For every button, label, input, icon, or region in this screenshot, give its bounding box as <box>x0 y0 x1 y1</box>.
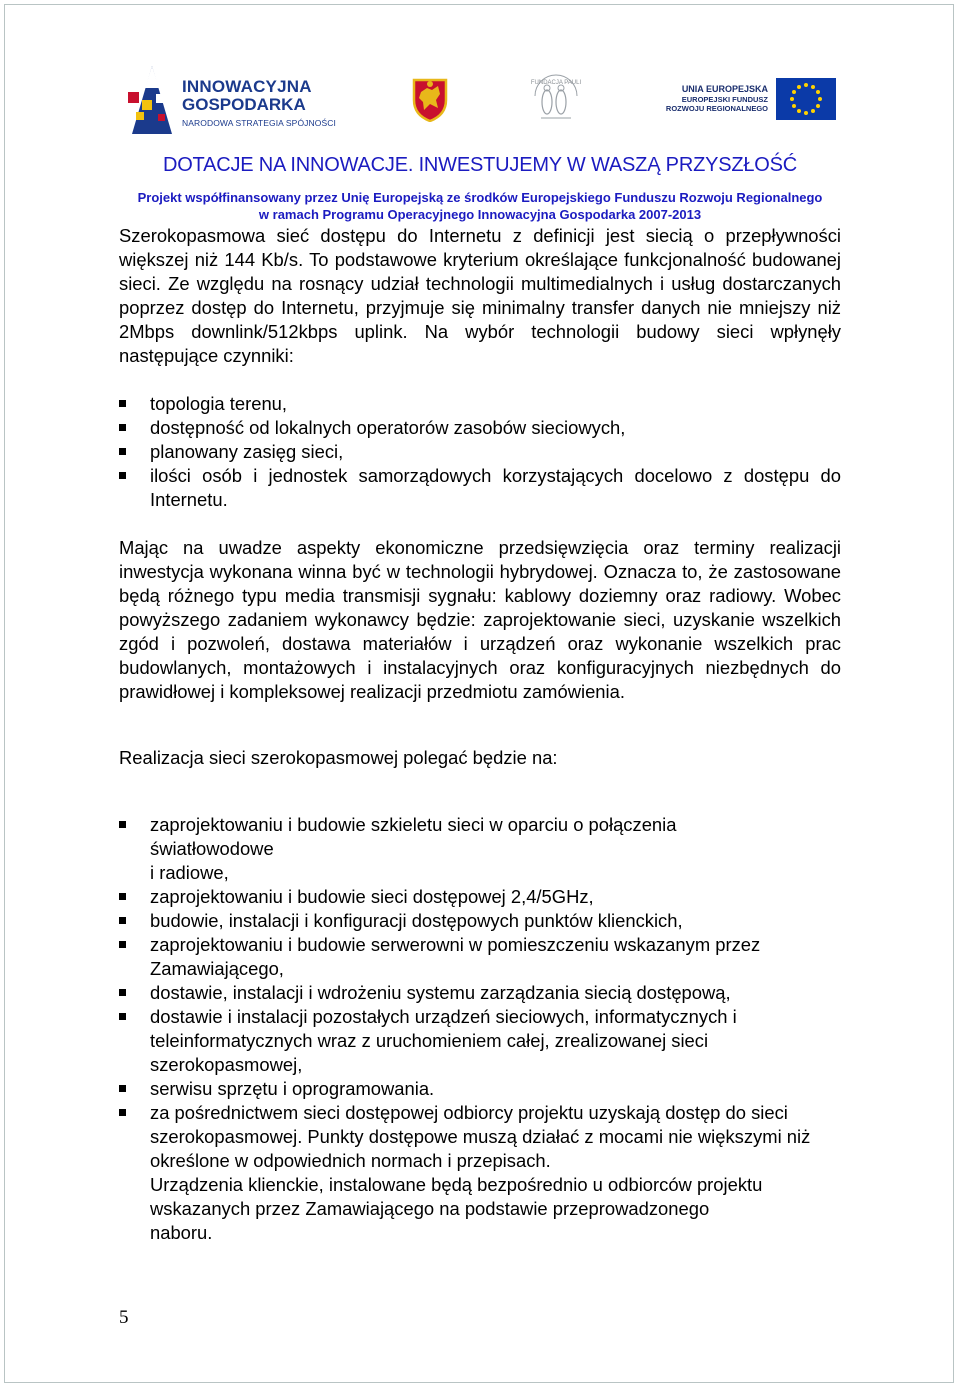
factors-list <box>119 392 841 512</box>
eu-logo <box>658 78 838 126</box>
innowacyjna-gospodarka-flag-icon <box>124 64 180 136</box>
eu-flag-icon <box>776 78 836 120</box>
scope-list <box>119 813 841 1245</box>
logo-ig-line3: NARODOWA STRATEGIA SPÓJNOŚCI <box>182 118 336 128</box>
list-item: zaprojektowaniu i budowie sieci dostępowej 2,4/5GHz, <box>119 885 841 909</box>
list-item: dostawie i instalacji pozostałych urządzeń sieciowych, informatycznych i teleinformatycznych wraz z uruchomieniem całej, zrealizowanej sieci szerokopasmowej, <box>119 1005 841 1077</box>
foundation-emblem-icon <box>527 74 585 122</box>
paragraph-realization: Realizacja sieci szerokopasmowej polegać będzie na: <box>119 747 558 769</box>
list-item: dostawie, instalacji i wdrożeniu systemu zarządzania siecią dostępową, <box>119 981 841 1005</box>
list-item-continuation: i radiowe, <box>150 861 229 883</box>
list-item: serwisu sprzętu i oprogramowania. <box>119 1077 841 1101</box>
municipal-crest-logo <box>412 78 448 127</box>
list-item-text: za pośrednictwem sieci dostępowej odbiorcy projektu uzyskają dostęp do sieci szerokopasmowej. Punkty dostępowe muszą działać z mocami nie większymi niż określone w odpowiednich normach i przepisach. <box>150 1101 811 1171</box>
crest-icon <box>412 78 448 122</box>
logo-bar <box>0 60 960 140</box>
logo-ig-line2: GOSPODARKA <box>182 95 306 114</box>
list-item-continuation: Urządzenia klienckie, instalowane będą bezpośrednio u odbiorców projektu wskazanych przez Zamawiającego na podstawie przeprowadzonego naboru. <box>150 1173 763 1243</box>
list-item: dostępność od lokalnych operatorów zasobów sieciowych, <box>119 416 841 440</box>
list-item: topologia terenu, <box>119 392 841 416</box>
list-item <box>119 813 841 885</box>
header-subtitle-1: Projekt współfinansowany przez Unię Europejską ze środków Europejskiego Funduszu Rozwoju Regionalnego <box>137 190 823 205</box>
header-title: DOTACJE NA INNOWACJE. INWESTUJEMY W WASZĄ PRZYSZŁOŚĆ <box>162 154 798 176</box>
paragraph-hybrid: Mając na uwadze aspekty ekonomiczne przedsięwzięcia oraz terminy realizacji inwestycja wykonana winna być w technologii hybrydowej. Oznacza to, że zastosowane będą różnego typu media transmisji sygnału: kablowy doziemny oraz radiowy. Wobec powyższego zadaniem wykonawcy będzie: zaprojektowanie sieci, uzyskanie wszelkich zgód i pozwoleń, dostawa materiałów i urządzeń oraz wykonanie wszelkich prac budowlanych, montażowych i instalacyjnych oraz konfiguracyjnych niezbędnych do prawidłowej i kompleksowej realizacji przedmiotu zamówienia. <box>119 537 841 702</box>
eu-logo-line1: UNIA EUROPEJSKA <box>681 84 768 94</box>
list-item: zaprojektowaniu i budowie serwerowni w pomieszczeniu wskazanym przez Zamawiającego, <box>119 933 841 981</box>
list-item <box>119 1101 841 1245</box>
foundation-logo-text: FUNDACJA PAULI <box>530 80 582 86</box>
header-subtitle-2: w ramach Programu Operacyjnego Innowacyjna Gospodarka 2007-2013 <box>258 207 702 222</box>
list-item: planowany zasięg sieci, <box>119 440 841 464</box>
page-number: 5 <box>119 1307 129 1328</box>
document-body <box>119 224 841 1245</box>
list-item: ilości osób i jednostek samorządowych korzystających docelowo z dostępu do Internetu. <box>119 464 841 512</box>
foundation-logo <box>527 74 585 127</box>
eu-logo-line3: ROZWOJU REGIONALNEGO <box>665 104 768 113</box>
list-item-text: zaprojektowaniu i budowie szkieletu sieci w oparciu o połączenia światłowodowe <box>150 813 677 859</box>
eu-logo-line2: EUROPEJSKI FUNDUSZ <box>681 95 768 104</box>
innowacyjna-gospodarka-logo <box>124 60 339 136</box>
logo-ig-line1: INNOWACYJNA <box>182 77 312 96</box>
list-item: budowie, instalacji i konfiguracji dostępowych punktów klienckich, <box>119 909 841 933</box>
paragraph-intro: Szerokopasmowa sieć dostępu do Internetu z definicji jest siecią o przepływności większej niż 144 Kb/s. To podstawowe kryterium określające funkcjonalność budowanej sieci. Ze względu na rosnący udział technologii multimedialnych i usług dostarczanych poprzez dostęp do Internetu, przyjmuje się minimalny transfer danych nie mniejszy niż 2Mbps downlink/512kbps uplink. Na wybór technologii budowy sieci wpłynęły następujące czynniki: <box>119 225 841 366</box>
